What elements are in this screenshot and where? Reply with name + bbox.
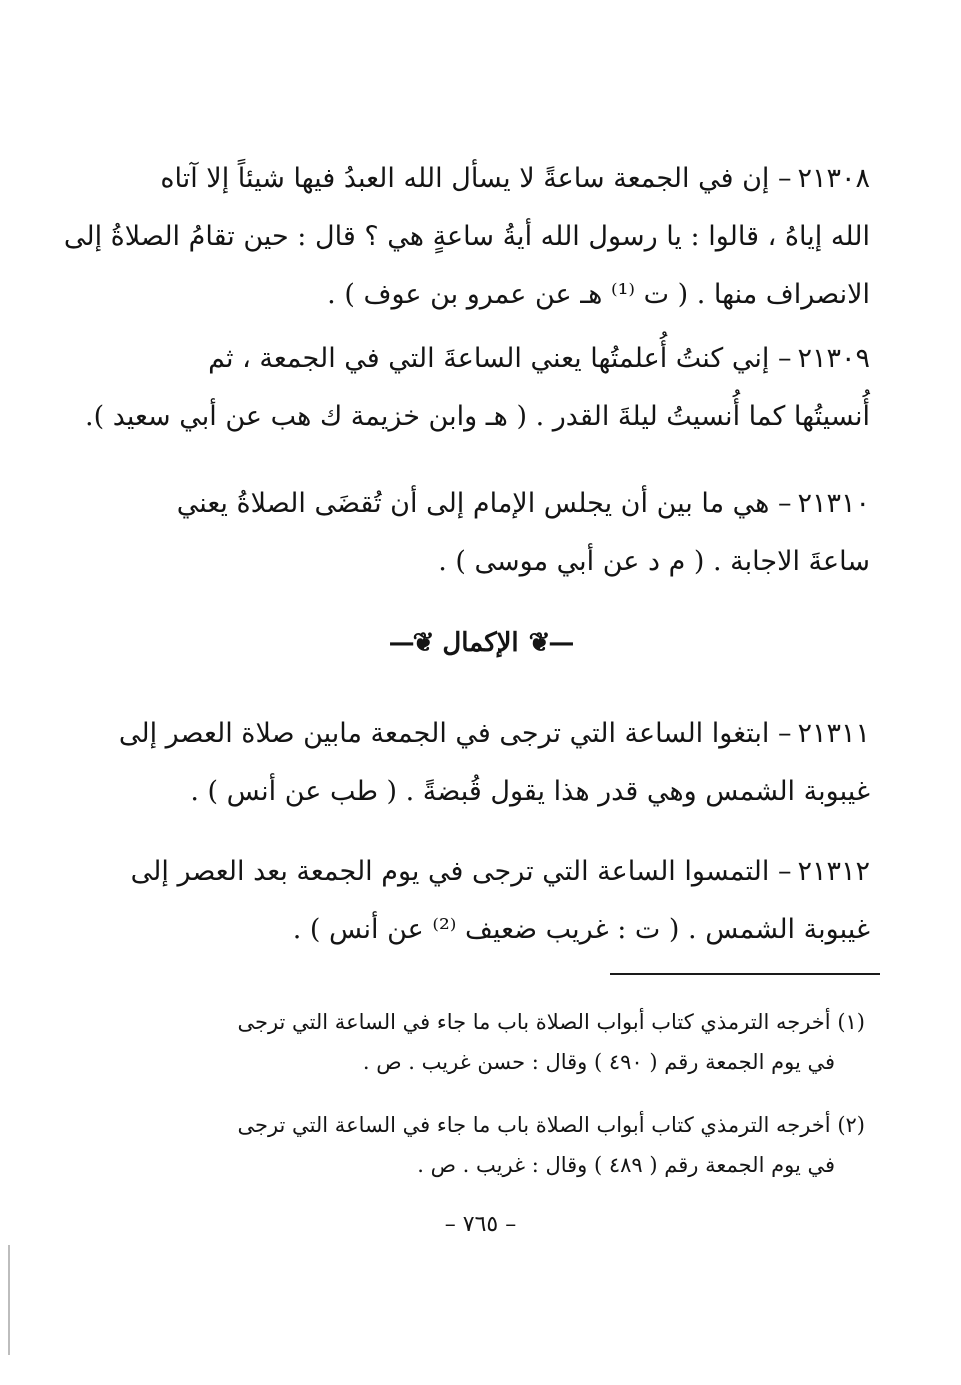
footnote-divider [610, 973, 880, 975]
entry-line: غيبوبة الشمس وهي قدر هذا يقول قُبضةً . ( طب عن أنس ) . [190, 776, 870, 807]
hadith-number: ٢١٣١٠ [797, 488, 870, 519]
footnote-line: في يوم الجمعة رقم ( ٤٩٠ ) وقال : حسن غريب . ص . [362, 1050, 835, 1074]
entry-text: – التمسوا الساعة التي ترجى في يوم الجمعة بعد العصر إلى [130, 856, 792, 887]
section-heading [0, 628, 961, 678]
ornament-flourish-icon: ❦— [388, 628, 433, 658]
page-number: – ٧٦٥ – [444, 1212, 517, 1237]
section-title: الإكمال [442, 628, 519, 658]
hadith-number: ٢١٣١٢ [797, 856, 870, 887]
footnote-marker: (٢) [837, 1113, 865, 1137]
footnote-line: في يوم الجمعة رقم ( ٤٨٩ ) وقال : غريب . ص . [417, 1153, 835, 1177]
entry-line: غيبوبة الشمس . ( ت : غريب ضعيف ⁽²⁾ عن أنس ) . [292, 914, 870, 945]
entry-line: الانصراف منها . ( ت ⁽¹⁾ هـ عن عمرو بن عوف ) . [327, 279, 870, 310]
hadith-entry-21312 [130, 843, 870, 959]
hadith-entry-21310 [160, 475, 870, 591]
ornament [389, 628, 573, 658]
hadith-entry-21311 [118, 705, 870, 821]
entry-text: – إن في الجمعة ساعةً لا يسأل الله العبدُ فيها شيئاً إلا آتاه [160, 163, 792, 194]
entry-line [160, 150, 870, 208]
footnote-1 [175, 1002, 865, 1082]
entry-line [130, 843, 870, 901]
hadith-entry-21308 [63, 150, 870, 324]
entry-text: – ابتغوا الساعة التي ترجى في الجمعة مابين صلاة العصر إلى [118, 718, 792, 749]
entry-line: الله إياهُ ، قالوا : يا رسول الله أيةُ ساعةٍ هي ؟ قال : حين تقامُ الصلاةُ إلى [63, 221, 870, 252]
footnote-line [175, 1105, 865, 1145]
entry-line [118, 705, 870, 763]
scan-edge-mark [8, 1245, 10, 1355]
footnote-text: أخرجه الترمذي كتاب أبواب الصلاة باب ما جاء في الساعة التي ترجى [237, 1113, 831, 1137]
ornament-flourish-icon: —❦ [528, 628, 573, 658]
entry-text: – هي ما بين أن يجلس الإمام إلى أن تُقضَى الصلاةُ يعني [176, 488, 792, 519]
footnote-line [175, 1002, 865, 1042]
hadith-number: ٢١٣٠٩ [797, 343, 870, 374]
hadith-number: ٢١٣٠٨ [797, 163, 870, 194]
hadith-entry-21309 [85, 330, 870, 446]
entry-line: أُنسيتُها كما أُنسيتُ ليلةَ القدر . ( هـ وابن خزيمة ك هب عن أبي سعيد ). [85, 401, 870, 432]
entry-line [160, 330, 870, 388]
entry-text: – إني كنتُ أُعلمتُها يعني الساعةَ التي في الجمعة ، ثم [208, 343, 792, 374]
entry-line: ساعةَ الاجابة . ( م د عن أبي موسى ) . [438, 546, 870, 577]
entry-line [160, 475, 870, 533]
footnote-2 [175, 1105, 865, 1185]
footnote-marker: (١) [837, 1010, 865, 1034]
hadith-number: ٢١٣١١ [797, 718, 870, 749]
footnote-text: أخرجه الترمذي كتاب أبواب الصلاة باب ما جاء في الساعة التي ترجى [237, 1010, 831, 1034]
